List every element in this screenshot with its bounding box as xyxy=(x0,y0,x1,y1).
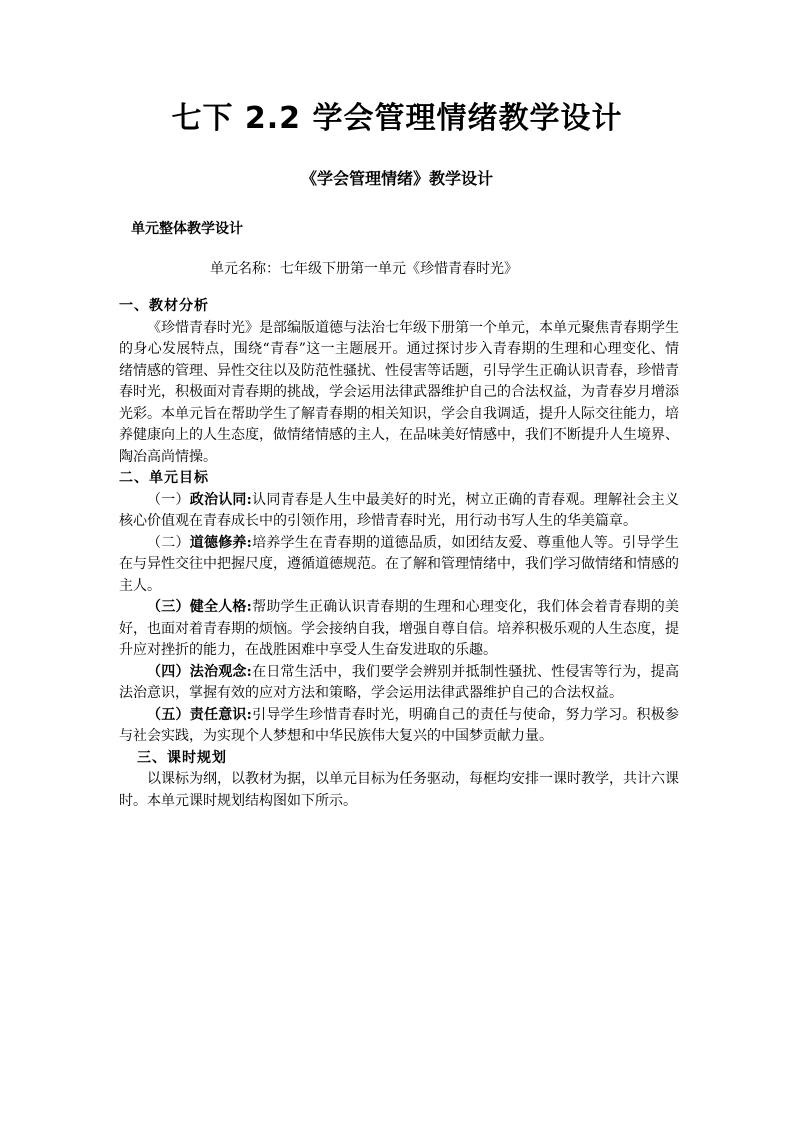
goal-number: （三） xyxy=(147,599,190,615)
goal-text: 引导学生珍惜青春时光，明确自己的责任与使命，努力学习。积极参与社会实践，为实现个人梦想和中华民族伟大复兴的中国梦贡献力量。 xyxy=(119,706,679,744)
goal-keyword: 法治观念: xyxy=(189,663,252,680)
goal-text: 在日常生活中，我们要学会辨别并抵制性骚扰、性侵害等行为，提高法治意识，掌握有效的应对方法和策略，学会运用法律武器维护自己的合法权益。 xyxy=(119,663,679,701)
goal-item xyxy=(119,597,679,662)
goal-item xyxy=(119,533,679,598)
goal-item xyxy=(119,490,679,533)
unit-overall-label: 单元整体教学设计 xyxy=(131,221,243,237)
goal-keyword: 健全人格: xyxy=(189,599,252,615)
materials-paragraph: 《珍惜青春时光》是部编版道德与法治七年级下册第一个单元，本单元聚焦青春期学生的身心发展特点，围绕“青春”这一主题展开。通过探讨步入青春期的生理和心理变化、情绪情感的管理、异性交往以及防范性骚扰、性侵害等话题，引导学生正确认识青春，珍惜青春时光，积极面对青春期的挑战，学会运用法律武器维护自己的合法权益，为青春岁月增添光彩。本单元旨在帮助学生了解青春期的相关知识，学会自我调适，提升人际交往能力，培养健康向上的人生态度，做情绪情感的主人，在品味美好情感中，我们不断提升人生境界、陶冶高尚情操。 xyxy=(119,319,679,465)
goal-number: （一） xyxy=(147,491,190,508)
goal-number: （二） xyxy=(147,534,190,551)
section-heading-materials: 一、教材分析 xyxy=(119,298,209,314)
goal-text: 培养学生在青春期的道德品质，如团结友爱、尊重他人等。引导学生在与异性交往中把握尺度，遵循道德规范。在了解和管理情绪中，我们学习做情绪和情感的主人。 xyxy=(119,534,679,594)
goal-number: （五） xyxy=(147,706,190,723)
goal-item xyxy=(119,705,679,748)
document-subtitle: 《学会管理情绪》教学设计 xyxy=(300,169,493,188)
goal-keyword: 政治认同: xyxy=(189,491,252,508)
goal-text: 帮助学生正确认识青春期的生理和心理变化，我们体会着青春期的美好，也面对着青春期的烦恼。学会接纳自我，增强自尊自信。培养积极乐观的人生态度，提升应对挫折的能力，在战胜困难中享受人生奋发进取的乐趣。 xyxy=(119,599,679,658)
goal-number: （四） xyxy=(147,663,190,680)
goal-keyword: 道德修养: xyxy=(189,534,252,551)
unit-name: 单元名称：七年级下册第一单元《珍惜青春时光》 xyxy=(210,261,518,277)
section-heading-schedule: 三、课时规划 xyxy=(137,749,227,766)
goal-text: 认同青春是人生中最美好的时光，树立正确的青春观。理解社会主义核心价值观在青春成长中的引领作用，珍惜青春时光，用行动书写人生的华美篇章。 xyxy=(119,491,679,529)
goal-item xyxy=(119,662,679,705)
document-title: 七下 2.2 学会管理情绪教学设计 xyxy=(171,101,623,136)
document-body xyxy=(119,296,679,812)
goal-keyword: 责任意识: xyxy=(189,706,252,723)
schedule-paragraph: 以课标为纲，以教材为据，以单元目标为任务驱动，每框均安排一课时教学，共计六课时。本单元课时规划结构图如下所示。 xyxy=(119,771,679,809)
section-heading-goals: 二、单元目标 xyxy=(119,470,209,486)
